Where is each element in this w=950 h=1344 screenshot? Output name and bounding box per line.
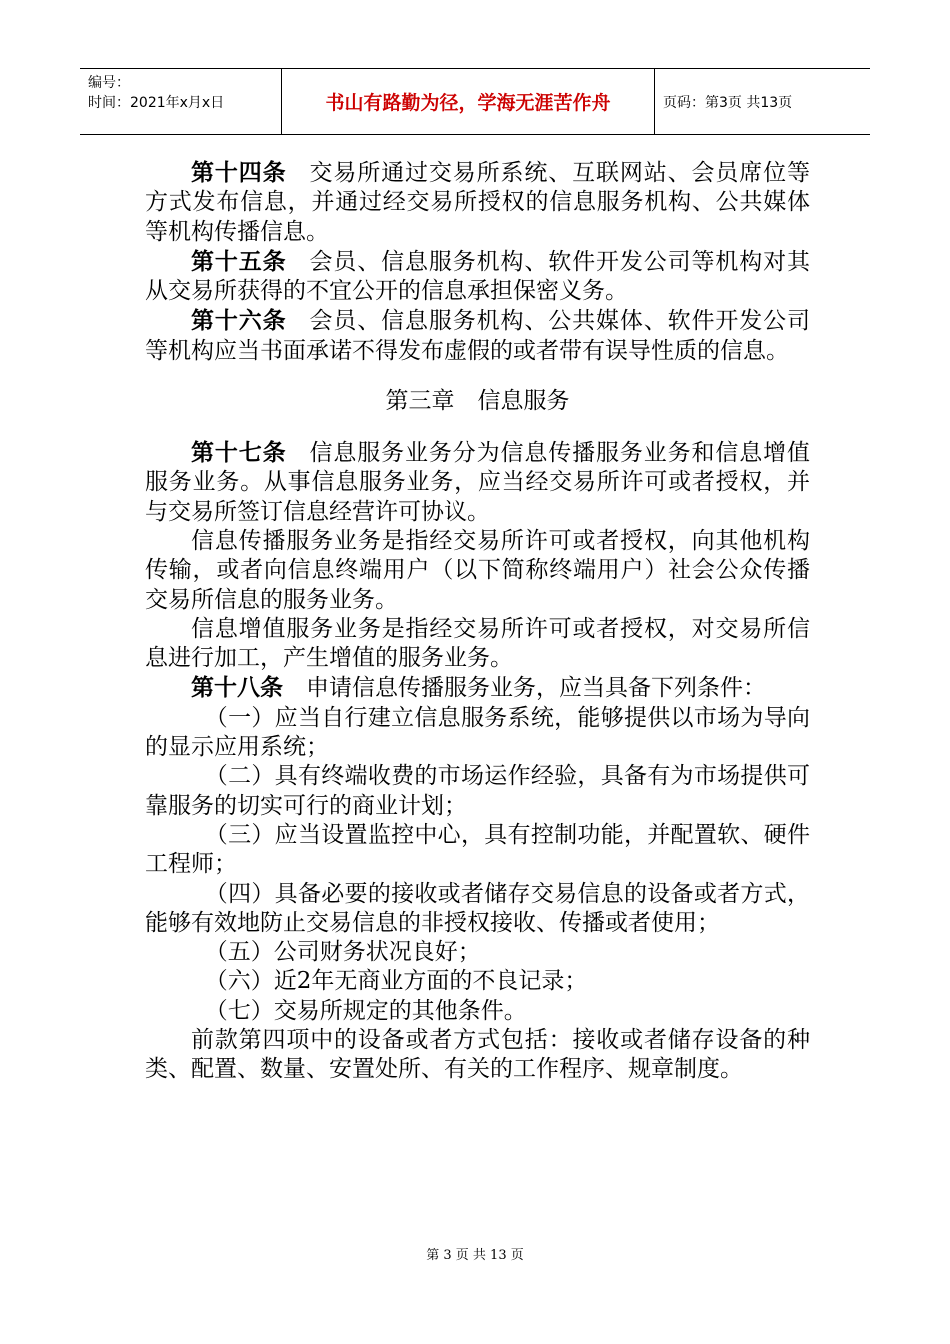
number-label: 编号： xyxy=(88,75,130,91)
article-number: 第十五条 xyxy=(191,247,287,275)
article-text: 交易所通过交易所系统、互联网站、会员席位等方式发布信息，并通过经交易所授权的信息服务机构、公共媒体等机构传播信息。 xyxy=(145,160,810,245)
paragraph: 信息增值服务业务是指经交易所许可或者授权，对交易所信息进行加工，产生增值的服务业务。 xyxy=(145,615,810,672)
header-motto: 书山有路勤为径，学海无涯苦作舟 xyxy=(282,69,655,134)
article-16 xyxy=(145,306,810,366)
condition-item: （一）应当自行建立信息服务系统，能够提供以市场为导向的显示应用系统； xyxy=(145,704,810,761)
document-body xyxy=(145,158,810,1085)
header-meta xyxy=(80,69,282,134)
closing-paragraph: 前款第四项中的设备或者方式包括：接收或者储存设备的种类、配置、数量、安置处所、有关的工作程序、规章制度。 xyxy=(145,1027,810,1083)
page-footer: 第 3 页 共 13 页 xyxy=(426,1248,524,1263)
condition-item: （四）具备必要的接收或者储存交易信息的设备或者方式，能够有效地防止交易信息的非授权接收、传播或者使用； xyxy=(145,880,810,936)
article-15 xyxy=(145,247,810,307)
condition-item: （二）具有终端收费的市场运作经验，具备有为市场提供可靠服务的切实可行的商业计划； xyxy=(145,763,810,819)
article-text: 信息服务业务分为信息传播服务业务和信息增值服务业务。从事信息服务业务，应当经交易所许可或者授权，并与交易所签订信息经营许可协议。 xyxy=(145,440,810,525)
article-number: 第十八条 xyxy=(191,674,283,702)
condition-item: （六）近2年无商业方面的不良记录； xyxy=(204,968,588,995)
article-17 xyxy=(145,438,810,527)
condition-item: （七）交易所规定的其他条件。 xyxy=(204,997,527,1024)
header-page-info: 页码：第3页 共13页 xyxy=(663,94,793,111)
condition-item: （五）公司财务状况良好； xyxy=(204,939,481,966)
article-number: 第十六条 xyxy=(191,307,287,335)
article-text: 会员、信息服务机构、公共媒体、软件开发公司等机构应当书面承诺不得发布虚假的或者带有误导性质的信息。 xyxy=(145,308,810,364)
article-text: 会员、信息服务机构、软件开发公司等机构对其从交易所获得的不宜公开的信息承担保密义务。 xyxy=(145,248,810,305)
time-label: 时间：2021年x月x日 xyxy=(88,95,225,111)
article-text: 申请信息传播服务业务，应当具备下列条件： xyxy=(306,675,766,702)
page-header xyxy=(80,68,870,135)
article-number: 第十七条 xyxy=(191,439,287,467)
paragraph: 信息传播服务业务是指经交易所许可或者授权，向其他机构传输，或者向信息终端用户（以下简称终端用户）社会公众传播交易所信息的服务业务。 xyxy=(145,527,810,613)
article-number: 第十四条 xyxy=(191,159,287,186)
condition-item: （三）应当设置监控中心，具有控制功能，并配置软、硬件工程师； xyxy=(145,821,810,878)
article-14 xyxy=(145,158,810,247)
article-18 xyxy=(145,673,810,703)
chapter-title: 第三章 信息服务 xyxy=(385,388,570,415)
